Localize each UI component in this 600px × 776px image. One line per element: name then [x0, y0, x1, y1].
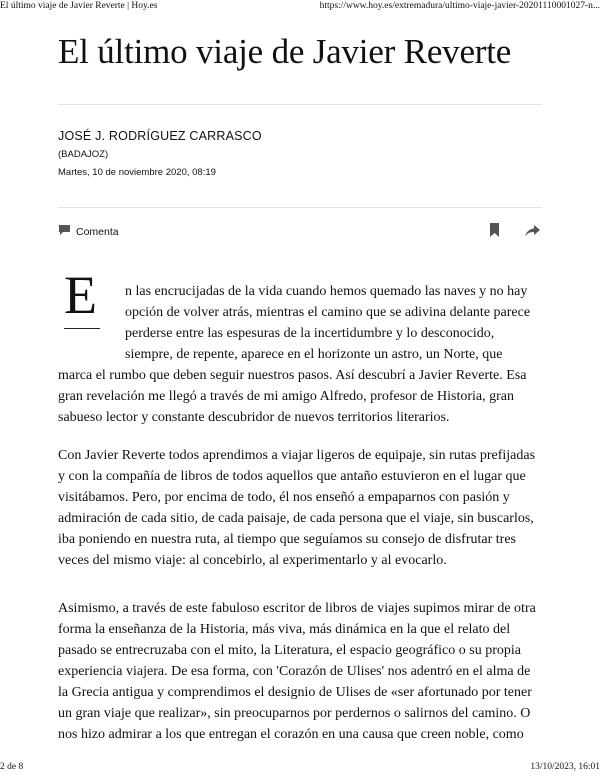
browser-page-title: El último viaje de Javier Reverte | Hoy.es: [0, 1, 158, 11]
meta-divider: [58, 207, 542, 208]
paragraph-line: siempre, de repente, aparece en el horizonte un astro, un Norte, que: [125, 347, 503, 362]
bookmark-button[interactable]: [489, 223, 500, 242]
drop-cap: E: [64, 265, 97, 325]
paragraph-line: n las encrucijadas de la vida cuando hemos quemado las naves y no hay: [125, 284, 528, 299]
paragraph-2: Con Javier Reverte todos aprendimos a viajar ligeros de equipaje, sin rutas prefijadas y con la compañía de libros de todos aquellos que antaño estuvieron en el lugar que visitábamos. Pero, por encima de todo, él nos enseñó a empaparnos con pasión y admiración de cada sitio, de cada paisaje, de cada persona que el viaje, sin buscarlos, iba poniendo en nuestra ruta, al tiempo que seguíamos su consejo de disfrutar tres veces del mismo viaje: al concebirlo, al experimentarlo y al evocarlo.: [58, 448, 536, 568]
title-divider: [58, 104, 542, 105]
paragraph-3: Asimismo, a través de este fabuloso escritor de libros de viajes supimos mirar de otra forma la enseñanza de la Historia, más viva, más dinámica en la que el relato del pasado se entrecruzaba con el mito, la Literatura, el espacio geográfico o su propia experiencia viajera. De esa forma, con 'Corazón de Ulises' nos adentró en el alma de la Grecia antigua y comprendimos el designio de Ulises de «ser afortunado por tener un gran viaje que realizar», sin preocuparnos por perdernos o salirnos del camino. O nos hizo admirar a los que entregan el corazón en una causa que creen noble, como: [58, 601, 536, 742]
publish-date: Martes, 10 de noviembre 2020, 08:19: [58, 167, 216, 178]
comment-button[interactable]: [58, 223, 119, 241]
page-url: https://www.hoy.es/extremadura/ultimo-viaje-javier-20201110001027-n...: [319, 1, 600, 11]
paragraph-line: sabueso lector y constante descubridor de nuevos territorios literarios.: [58, 410, 450, 425]
print-header: [0, 0, 600, 12]
speech-bubble-icon: [58, 223, 71, 241]
paragraph-line: opción de volver atrás, mientras el camino que se adivina delante parece: [125, 305, 531, 320]
paragraph-line: marca el rumbo que deben seguir nuestros pasos. Así descubrí a Javier Reverte. Esa: [58, 368, 527, 383]
bookmark-icon: [489, 224, 500, 241]
author-location: (BADAJOZ): [58, 149, 109, 160]
paragraph-line: gran revelación me llegó a través de mi amigo Alfredo, profesor de Historia, gran: [58, 389, 515, 404]
share-button[interactable]: [525, 224, 540, 242]
article-toolbar: [58, 223, 542, 241]
page-number: 2 de 8: [0, 762, 24, 772]
paragraph-1: [58, 281, 542, 428]
print-datetime: 13/10/2023, 16:01: [530, 762, 600, 772]
print-footer: [0, 762, 600, 776]
share-icon: [525, 224, 540, 241]
paragraph-line: perderse entre las espesuras de la incertidumbre y lo desconocido,: [125, 326, 495, 341]
article-title: El último viaje de Javier Reverte: [58, 32, 512, 71]
author-name[interactable]: JOSÉ J. RODRÍGUEZ CARRASCO: [58, 129, 262, 143]
comment-label: Comenta: [76, 226, 119, 238]
